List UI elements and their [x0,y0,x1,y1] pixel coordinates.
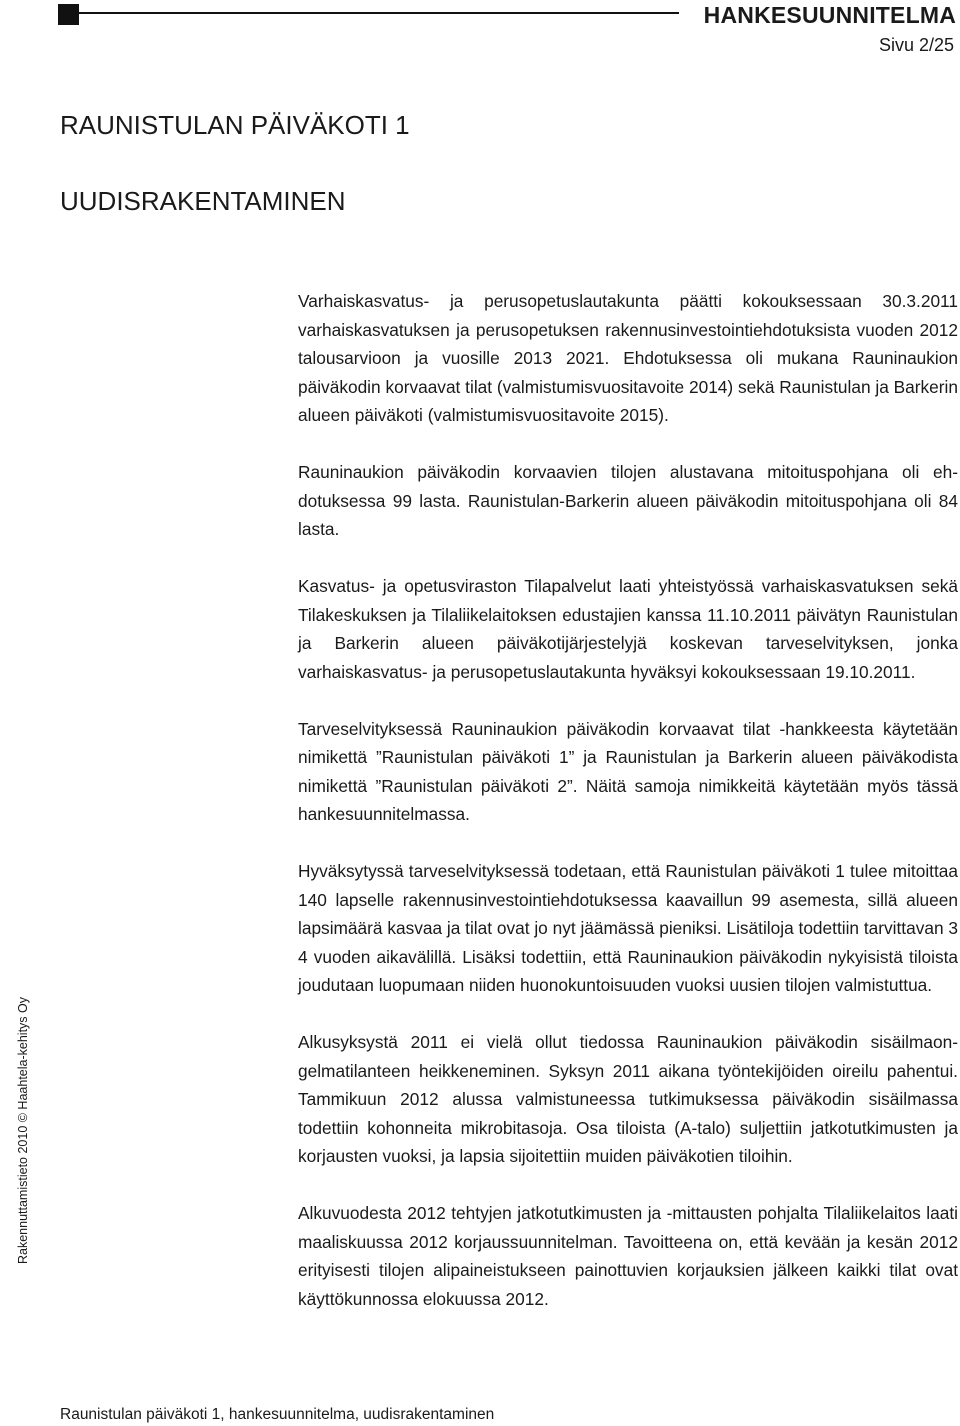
paragraph-4: Tarveselvityksessä Rauninaukion päiväkodin korvaavat tilat -hankkeesta käytetään nimikettä ”Raunistulan päiväkoti 1” ja Raunistulan ja Barkerin alueen päiväkodista nimikettä ”Raunistulan päiväkoti 2”. Näitä samoja nimikkeitä käytetään myös tässä hankesuunnitelmassa. [298,718,958,824]
document-subtitle: UUDISRAKENTAMINEN [60,186,346,216]
page-footer: Raunistulan päiväkoti 1, hankesuunnitelma, uudisrakentaminen [60,1406,495,1423]
page-number: Sivu 2/25 [878,35,954,55]
copyright-sidebar: Rakennuttamistieto 2010 © Haahtela-kehitys Oy [16,997,30,1264]
paragraph-3: Kasvatus- ja opetusviraston Tilapalvelut laati yhteistyössä varhaiskasvatuksen sekä Tilakeskuksen ja Tilaliikelaitoksen edustajien kanssa 11.10.2011 päivätyn Raunistulan ja Barkerin alueen päiväkotijärjestelyjä koskevan tarveselvityksen, jonka varhaiskasvatus- ja perusopetuslautakunta hyväksyi kokouksessaan 19.10.2011. [298,576,958,682]
paragraph-2: Rauninaukion päiväkodin korvaavien tilojen alustavana mitoituspohjana oli ehdotuksessa 99 lasta. Raunistulan-Barkerin alueen päiväkodin mitoituspohjana oli 84 lasta. [298,462,958,539]
document-type: HANKESUUNNITELMA [703,2,956,28]
body-text [298,287,958,1342]
document-title: RAUNISTULAN PÄIVÄKOTI 1 [60,110,410,140]
paragraph-7: Alkuvuodesta 2012 tehtyjen jatkotutkimusten ja -mittausten pohjalta Tilaliikelaitos laati maaliskuussa 2012 korjaussuunnitelman. Tavoitteena on, että kevään ja kesän 2012 erityisesti tilojen alipaineistukseen painottuvien korjauksien jälkeen kaikki tilat ovat käyttökunnossa elokuussa 2012. [298,1203,958,1309]
paragraph-6: Alkusyksystä 2011 ei vielä ollut tiedossa Rauninaukion päiväkodin sisäilmaongelmatilanteen heikkeneminen. Syksyn 2011 aikana työntekijöiden oireilu pahentui. Tammikuun 2012 alussa valmistuneessa tutkimuksessa päiväkodin sisäilmassa todettiin kohonneita mikrobitasoja. Osa tiloista (A-talo) suljettiin jatkotutkimusten ja korjausten vuoksi, ja lapsia sijoitettiin muiden päiväkotien tiloihin. [298,1032,958,1166]
paragraph-5: Hyväksytyssä tarveselvityksessä todetaan, että Raunistulan päiväkoti 1 tulee mitoittaa 140 lapselle rakennusinvestointiehdotuksessa kaavaillun 99 asemesta, sillä alueen lapsimäärä kasvaa ja tilat ovat jo nyt jäämässä pieniksi. Lisätiloja todettiin tarvittavan 3 4 vuoden aikavälillä. Lisäksi todettiin, että Rauninaukion päiväkodin nykyisistä tiloista joudutaan luopumaan niiden huonokuntoisuuden vuoksi uusien tilojen valmistuttua. [298,861,958,995]
paragraph-1: Varhaiskasvatus- ja perusopetuslautakunta päätti kokouksessaan 30.3.2011 varhaiskasvatuksen ja perusopetuksen rakennusinvestointiehdotuksista vuoden 2012 talousarvioon ja vuosille 2013 2021. Ehdotuksessa oli mukana Rauninaukion päiväkodin korvaavat tilat (valmistumisvuositavoite 2014) sekä Raunistulan ja Barkerin alueen päiväkoti (valmistumisvuositavoite 2015). [298,291,958,425]
header-rule [79,12,679,14]
header-square-mark [58,4,79,25]
